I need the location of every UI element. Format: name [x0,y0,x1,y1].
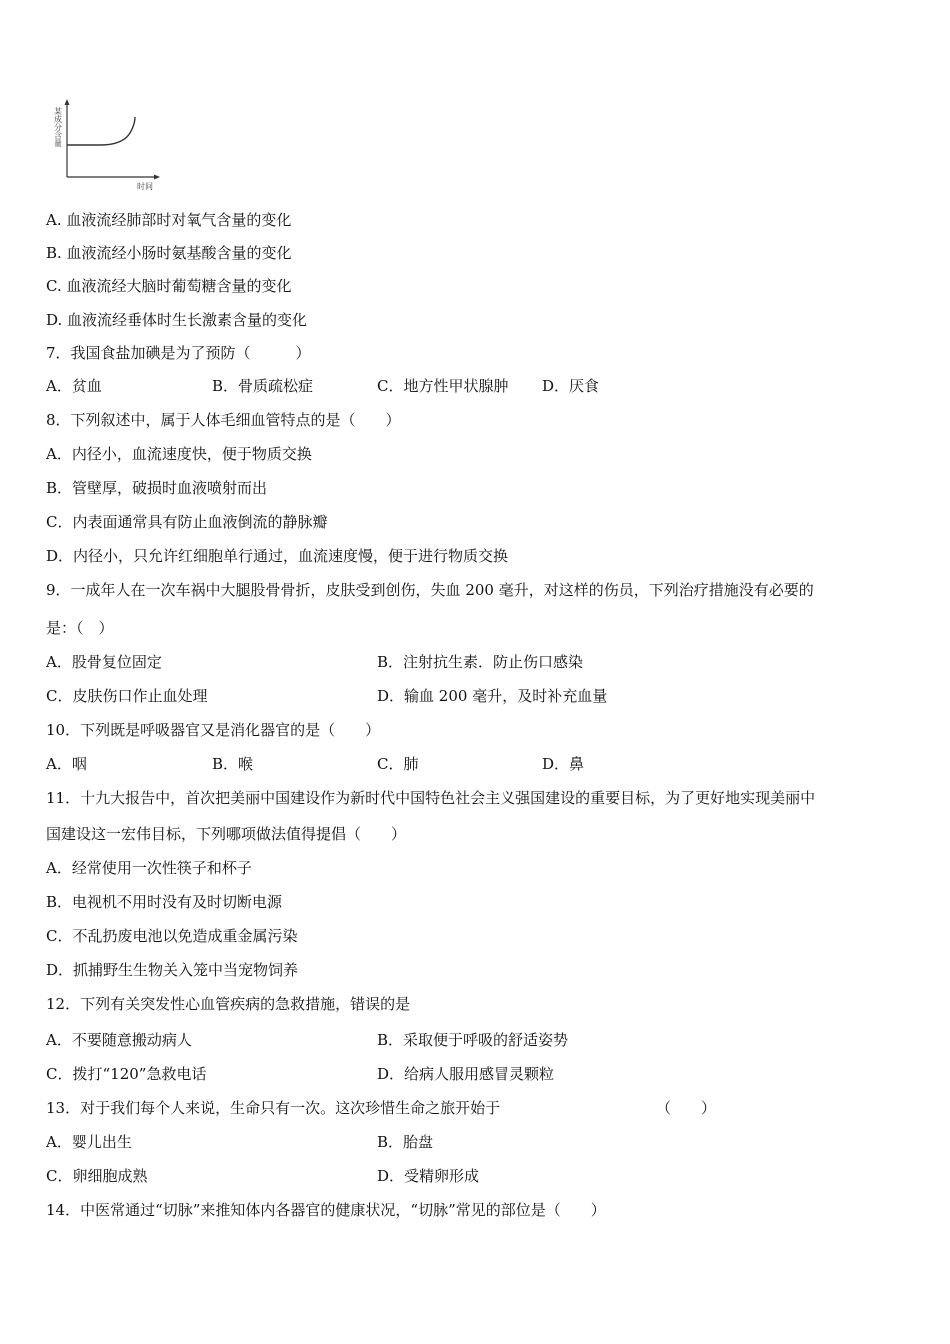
q11-stem-line2: 国建设这一宏伟目标，下列哪项做法值得提倡（ ） [46,825,407,843]
q11-option-c[interactable]: C．不乱扔废电池以免造成重金属污染 [46,927,298,945]
q6-option-c[interactable]: C. 血液流经大脑时葡萄糖含量的变化 [46,277,292,295]
q13-option-b[interactable]: B．胎盘 [377,1133,434,1151]
q6-option-d[interactable]: D. 血液流经垂体时生长激素含量的变化 [46,311,308,329]
q8-option-c[interactable]: C．内表面通常具有防止血液倒流的静脉瓣 [46,513,328,531]
q8-option-d[interactable]: D．内径小，只允许红细胞单行通过，血流速度慢，便于进行物质交换 [46,547,509,565]
q11-stem-line1: 11．十九大报告中，首次把美丽中国建设作为新时代中国特色社会主义强国建设的重要目标，为了更好地实现美丽中 [46,789,816,807]
q12-option-a[interactable]: A．不要随意搬动病人 [46,1031,192,1049]
q9-option-c[interactable]: C．皮肤伤口作止血处理 [46,687,208,705]
y-axis-arrow [65,99,70,105]
q7-option-b[interactable]: B．骨质疏松症 [212,377,314,395]
q11-option-b[interactable]: B．电视机不用时没有及时切断电源 [46,893,283,911]
content-curve [67,117,135,145]
q10-option-c[interactable]: C．肺 [377,755,419,773]
q10-option-a[interactable]: A．咽 [46,755,87,773]
q8-stem: 8．下列叙述中，属于人体毛细血管特点的是（ ） [46,411,401,429]
q10-stem: 10．下列既是呼吸器官又是消化器官的是（ ） [46,721,381,739]
q13-option-d[interactable]: D．受精卵形成 [377,1167,480,1185]
q13-option-c[interactable]: C．卵细胞成熟 [46,1167,148,1185]
q11-option-a[interactable]: A．经常使用一次性筷子和杯子 [46,859,252,877]
q12-option-d[interactable]: D．给病人服用感冒灵颗粒 [377,1065,555,1083]
q7-option-a[interactable]: A．贫血 [46,377,102,395]
q7-stem: 7．我国食盐加碘是为了预防（ ） [46,344,311,362]
q6-option-a[interactable]: A. 血液流经肺部时对氧气含量的变化 [46,211,292,229]
q9-option-b[interactable]: B．注射抗生素．防止伤口感染 [377,653,584,671]
line-graph-figure [40,95,170,195]
y-axis-label: 某成分含量 [53,107,63,147]
q7-option-d[interactable]: D．厌食 [542,377,600,395]
q11-option-d[interactable]: D．抓捕野生生物关入笼中当宠物饲养 [46,961,299,979]
q9-option-a[interactable]: A．股骨复位固定 [46,653,162,671]
q10-option-d[interactable]: D．鼻 [542,755,585,773]
q13-answer-paren: （ ） [656,1099,717,1117]
q13-stem: 13．对于我们每个人来说，生命只有一次。这次珍惜生命之旅开始于 [46,1099,501,1117]
q8-option-a[interactable]: A．内径小，血流速度快，便于物质交换 [46,445,312,463]
x-axis-arrow [154,175,160,180]
line-graph-svg [40,95,170,195]
q12-option-b[interactable]: B．采取便于呼吸的舒适姿势 [377,1031,569,1049]
q14-stem: 14．中医常通过“切脉”来推知体内各器官的健康状况，“切脉”常见的部位是（ ） [46,1201,606,1219]
x-axis-label: 时间 [137,182,153,191]
q7-option-c[interactable]: C．地方性甲状腺肿 [377,377,509,395]
q12-stem: 12．下列有关突发性心血管疾病的急救措施，错误的是 [46,995,411,1013]
q9-option-d[interactable]: D．输血 200 毫升，及时补充血量 [377,687,608,705]
q13-option-a[interactable]: A．婴儿出生 [46,1133,132,1151]
q8-option-b[interactable]: B．管壁厚，破损时血液喷射而出 [46,479,268,497]
q10-option-b[interactable]: B．喉 [212,755,254,773]
q9-stem-line2: 是：（ ） [46,619,114,637]
q6-option-b[interactable]: B. 血液流经小肠时氨基酸含量的变化 [46,244,292,262]
q12-option-c[interactable]: C．拨打“120”急救电话 [46,1065,207,1083]
q9-stem-line1: 9．一成年人在一次车祸中大腿股骨骨折，皮肤受到创伤，失血 200 毫升，对这样的伤员，下列治疗措施没有必要的 [46,581,814,599]
